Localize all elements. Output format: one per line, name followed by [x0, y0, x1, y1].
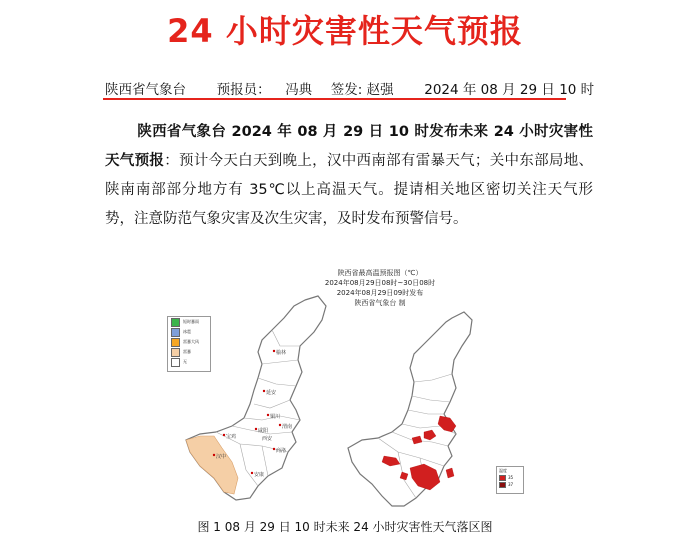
forecast-lead: 陕西省气象台 2024 年 08 月 29 日 10 时发布未来 24 小时灾害性天气预报 [105, 124, 593, 169]
legend2-item-35 [497, 474, 523, 481]
legend-label: 短时暴雨 [183, 319, 199, 324]
legend-swatch [499, 482, 506, 488]
right-map-shaanxi [348, 312, 472, 506]
legend-item-thunder [168, 347, 210, 357]
right-map-title-line2: 2024年08月29日08时~30日08时 [324, 279, 436, 287]
page-title: 24 小时灾害性天气预报 [167, 12, 523, 50]
left-city-xian: 西安 [262, 436, 273, 442]
legend-swatch [499, 475, 506, 481]
legend-swatch [171, 318, 180, 327]
legend2-title: 温度 [499, 467, 507, 473]
left-city-weinan: 渭南 [282, 424, 293, 430]
forecast-maps [0, 262, 690, 512]
bulletin-meta [105, 78, 594, 98]
legend-label: 冰雹 [183, 329, 191, 334]
left-city-xianyang: 咸阳 [258, 428, 269, 434]
right-map-outline [348, 312, 472, 506]
left-city-baoji: 宝鸡 [226, 434, 237, 440]
issuing-org: 陕西省气象台 [105, 82, 186, 98]
legend-item-heavy-rain [168, 317, 210, 327]
legend2-item-37 [497, 481, 523, 488]
left-city-ankang: 安康 [254, 472, 265, 478]
legend-item-none [168, 357, 210, 367]
right-map-title-line1: 陕西省最高温预报图（℃） [337, 269, 423, 277]
legend-swatch [171, 338, 180, 347]
left-city-tongchuan: 铜川 [270, 414, 281, 420]
forecaster-name: 冯典 [285, 82, 313, 98]
signer-label: 签发: [330, 82, 363, 98]
legend-label: 雷暴 [183, 349, 191, 354]
right-map-title-line3: 2024年08月29日09时发布 [336, 289, 424, 297]
left-city-yulin: 榆林 [276, 350, 287, 356]
right-map-legend [496, 466, 524, 494]
issue-datetime: 2024 年 08 月 29 日 10 时 [424, 82, 595, 98]
right-map-title-line4: 陕西省气象台 制 [354, 299, 406, 307]
left-city-hanzhong: 汉中 [216, 454, 227, 460]
left-city-shangluo: 商洛 [276, 448, 287, 454]
left-city-yanan: 延安 [266, 390, 277, 396]
legend-label: 35 [508, 475, 514, 480]
legend-swatch [171, 328, 180, 337]
figure-caption: 图 1 08 月 29 日 10 时未来 24 小时灾害性天气落区图 [197, 520, 493, 534]
forecaster-label: 预报员： [216, 82, 271, 98]
legend-item-hail [168, 327, 210, 337]
legend-swatch [171, 348, 180, 357]
legend-label: 37 [508, 482, 514, 487]
left-map-legend [167, 316, 211, 372]
signer-name: 赵强 [366, 82, 394, 98]
forecast-body [105, 118, 593, 234]
legend-label: 雷暴大风 [183, 339, 199, 344]
header-rule [103, 98, 566, 100]
legend-item-thunder-wind [168, 337, 210, 347]
legend-swatch [171, 358, 180, 367]
legend-label: 无 [183, 359, 187, 364]
forecast-text: ：预计今天白天到晚上，汉中西南部有雷暴天气；关中东部局地、陕南南部部分地方有 35℃以上高温天气。提请相关地区密切关注天气形势，注意防范气象灾害及次生灾害，及时发布预警信号。 [105, 153, 593, 227]
